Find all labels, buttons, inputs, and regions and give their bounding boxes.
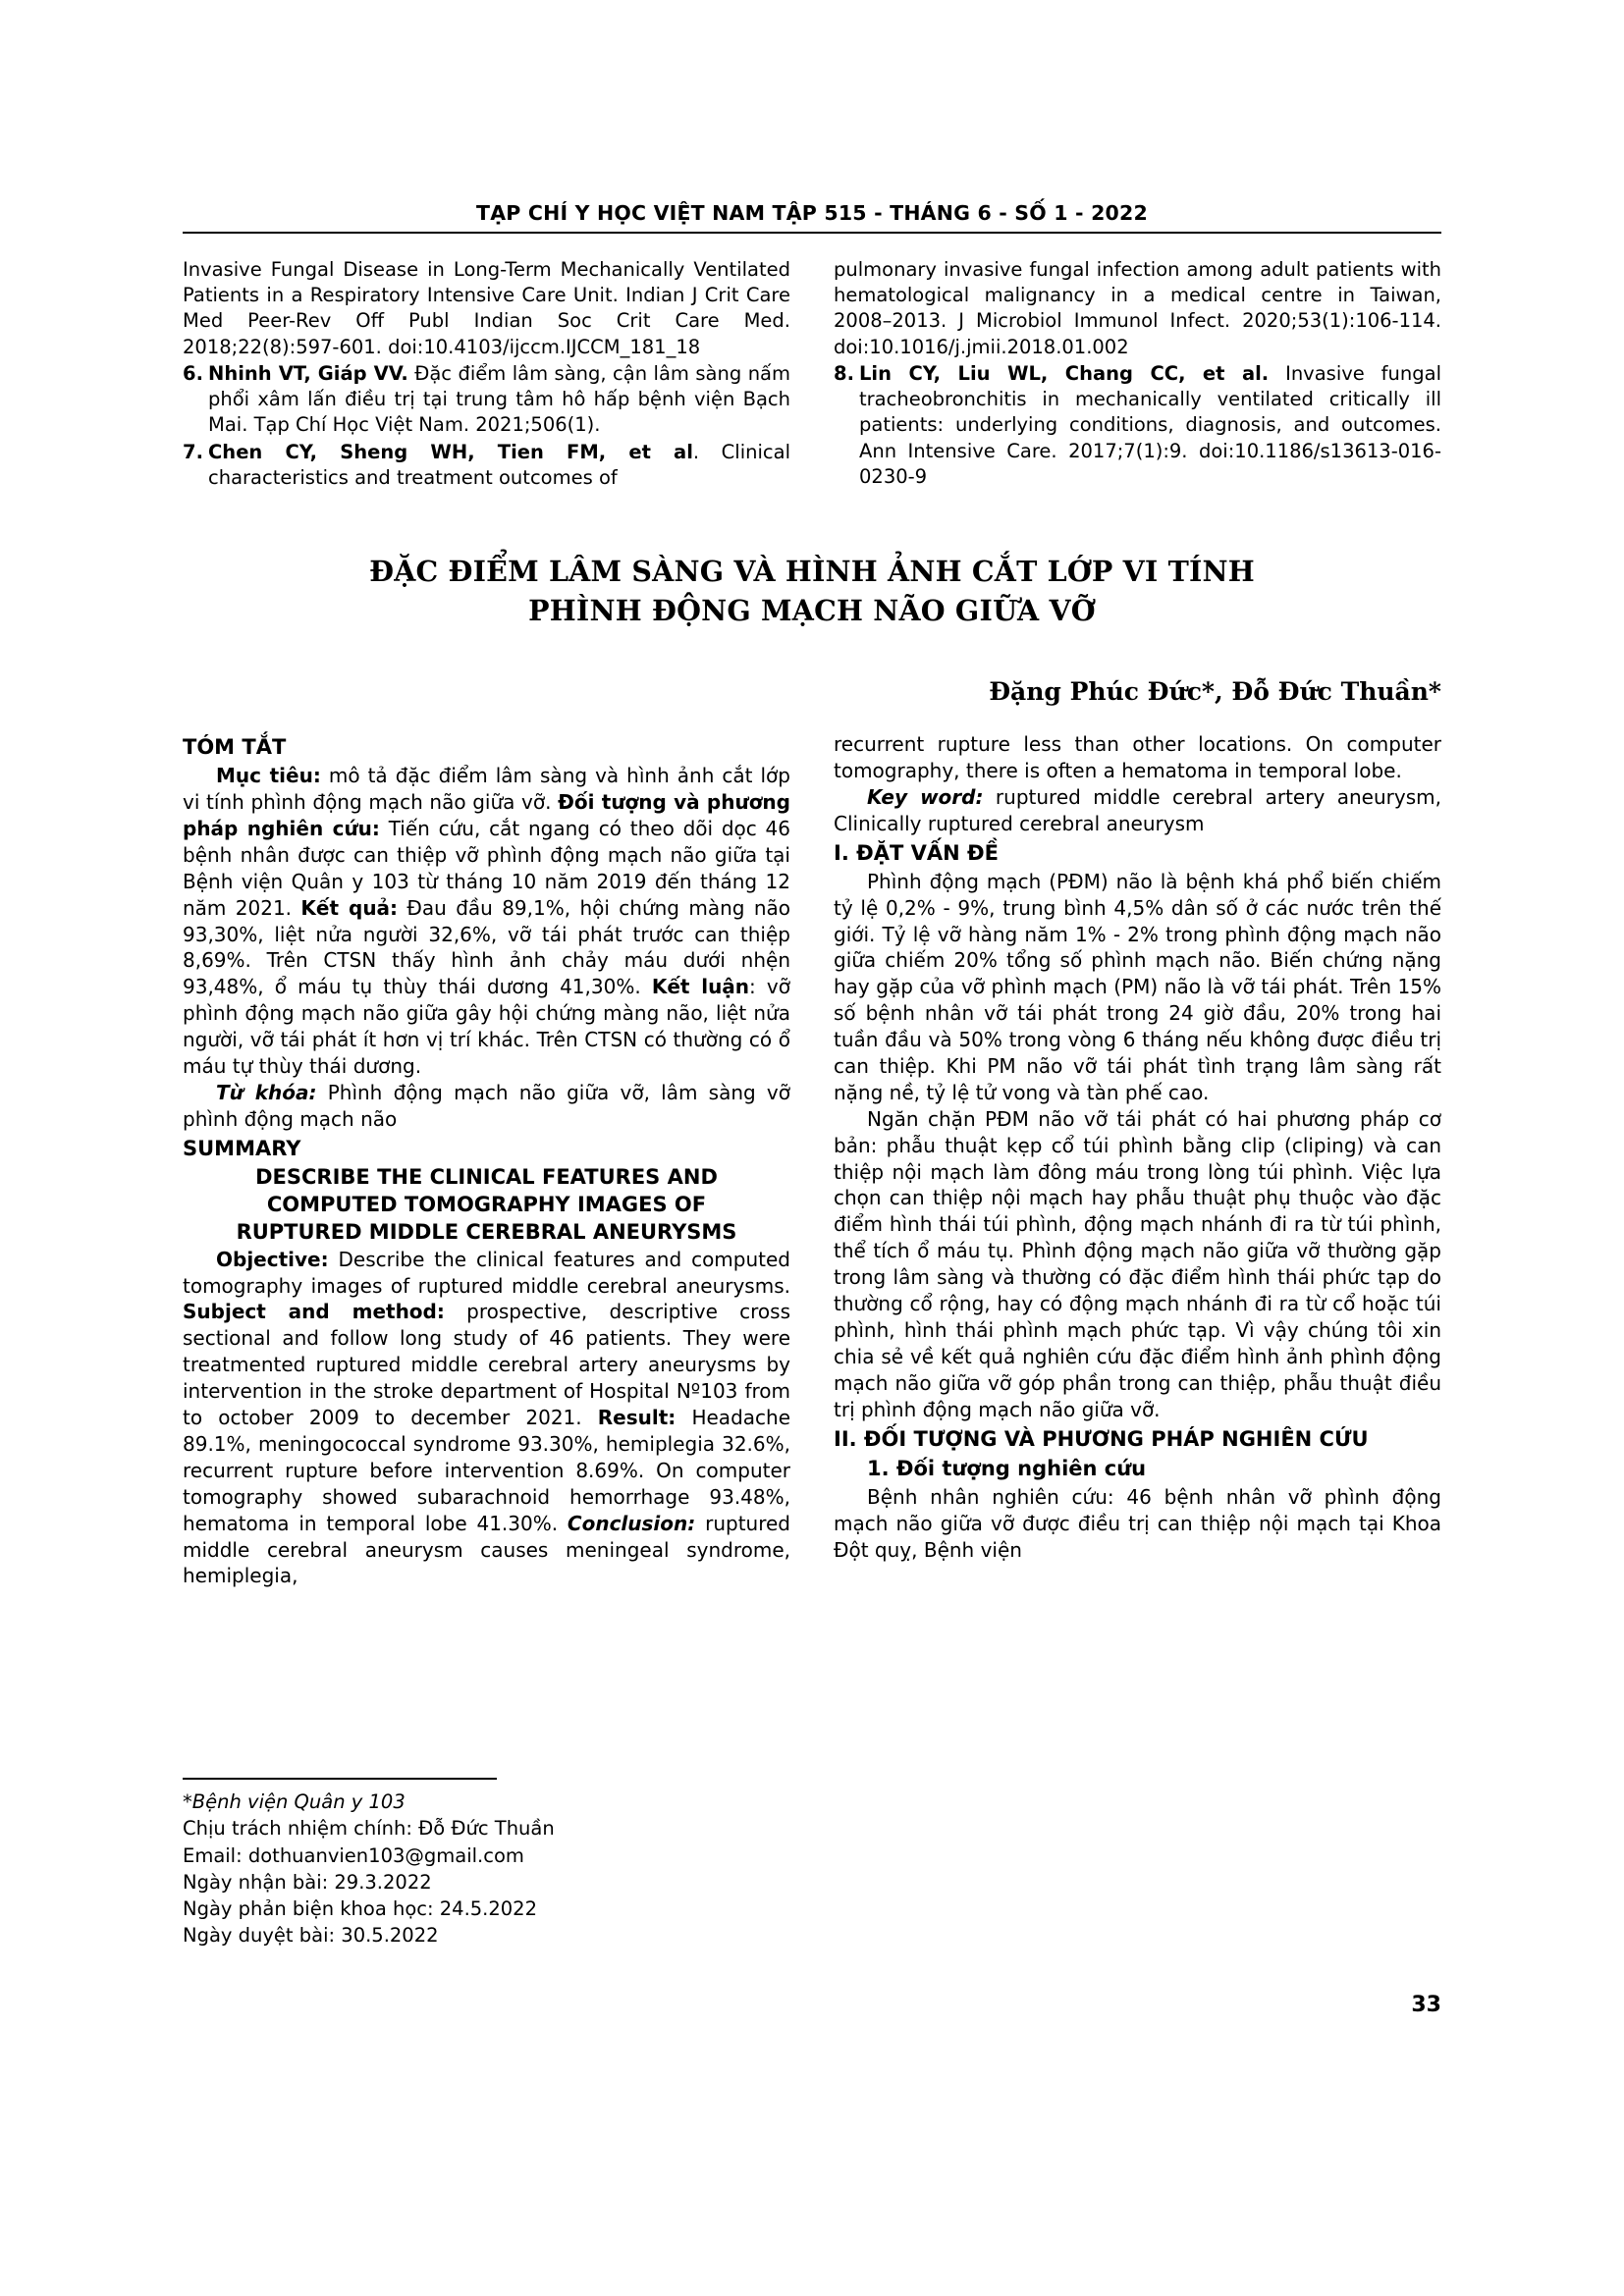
label-result: Result: [597,1406,677,1430]
article-title-line-1: ĐẶC ĐIỂM LÂM SÀNG VÀ HÌNH ẢNH CẮT LỚP VI TÍNH [369,555,1255,588]
reference-rest: . Clinical characteristics and treatment outcomes of [208,440,790,489]
reference-number: 8. [834,361,854,385]
label-key-word: Key word: [867,784,984,809]
label-muc-tieu: Mục tiêu: [216,764,321,788]
references-left-column [183,257,790,491]
body-left-column [183,731,790,1589]
footnote-divider [183,1778,497,1780]
body-right-column [834,731,1441,1564]
footnote-affiliation: *Bệnh viện Quân y 103 [183,1790,406,1813]
section-1-heading: I. ĐẶT VẤN ĐỀ [834,840,999,865]
reference-authors: Chen CY, Sheng WH, Tien FM, et al [208,440,693,463]
abstract-en-body [183,1247,790,1590]
reference-number: 7. [183,440,203,463]
page-number: 33 [1411,1993,1441,2017]
running-head: TẠP CHÍ Y HỌC VIỆT NAM TẬP 515 - THÁNG 6 - SỐ 1 - 2022 [476,201,1148,225]
article-title-line-2: PHÌNH ĐỘNG MẠCH NÃO GIỮA VỠ [528,594,1096,628]
abstract-vi-heading: TÓM TẮT [183,735,287,759]
reference-rest: Đặc điểm lâm sàng, cận lâm sàng nấm phổi xâm lấn điều trị tại trung tâm hô hấp bệnh viện Bạch Mai. Tạp Chí Học Việt Nam. 2021;506(1). [208,361,790,437]
text-tu-khoa: Phình động mạch não giữa vỡ, lâm sàng vỡ phình động mạch não [183,1080,790,1131]
abstract-en-continuation: recurrent rupture less than other locations. On computer tomography, there is often a hematoma in temporal lobe. [834,732,1441,782]
text-doi-tuong: Tiến cứu, cắt ngang có theo dõi dọc 46 bệnh nhân được can thiệp vỡ phình động mạch não giữa tại Bệnh viện Quân y 103 từ tháng 10 năm 2019 đến tháng 12 năm 2021. [183,817,791,920]
reference-text [208,361,790,439]
reference-authors: Lin CY, Liu WL, Chang CC, et al. [859,361,1270,385]
reference-item [183,361,790,439]
references-block [183,257,1441,491]
keywords-en [834,784,1441,837]
text-objective: Describe the clinical features and computed tomography images of ruptured middle cerebral aneurysms. [183,1247,790,1298]
footnote-received-date: Ngày nhận bài: 29.3.2022 [183,1870,432,1894]
label-ket-luan: Kết luận [651,975,750,999]
reference-text [208,440,790,491]
abstract-en-title [183,1164,790,1247]
reference-authors: Nhinh VT, Giáp VV. [208,361,408,385]
text-ket-qua: Đau đầu 89,1%, hội chứng màng não 93,30%, liệt nửa người 32,6%, vỡ tái phát trước can thiệp 8,69%. Trên CTSN thấy hình ảnh chảy máu dưới nhện 93,48%, ổ máu tụ thùy thái dương 41,30%. [183,895,790,999]
label-subject-method: Subject and method: [183,1300,445,1324]
text-muc-tieu: mô tả đặc điểm lâm sàng và hình ảnh cắt lớp vi tính phình động mạch não giữa vỡ. [183,764,790,815]
section-1-paragraph-2: Ngăn chặn PĐM não vỡ tái phát có hai phương pháp cơ bản: phẫu thuật kẹp cổ túi phình bằng clip (cliping) và can thiệp nội mạch làm đông máu trong lòng túi phình. Việc lựa chọn can thiệp nội mạch hay phẫu thuật phụ thuộc vào đặc điểm hình thái túi phình, động mạch nhánh đi ra từ túi phình, thể tích ổ máu tụ. Phình động mạch não giữa vỡ thường gặp trong lâm sàng và thường có đặc điểm hình thái phức tạp do thường cổ rộng, hay có động mạch nhánh đi ra từ cổ hoặc túi phình, hình thái phình mạch phức tạp. Vì vậy chúng tôi xin chia sẻ về kết quả nghiên cứu đặc điểm hình ảnh phình động mạch não giữa vỡ góp phần trong can thiệp, phẫu thuật điều trị phình động mạch não giữa vỡ. [834,1106,1441,1421]
abstract-en-title-line-2: COMPUTED TOMOGRAPHY IMAGES OF [266,1192,707,1216]
text-conclusion: ruptured middle cerebral aneurysm causes meningeal syndrome, hemiplegia, [183,1511,790,1588]
label-doi-tuong: Đối tượng và phương pháp nghiên cứu: [183,790,790,841]
article-title [183,552,1441,631]
footnote-block [183,1789,790,1949]
section-2-subheading: 1. Đối tượng nghiên cứu [867,1456,1147,1480]
label-conclusion: Conclusion: [567,1511,696,1535]
footnote-approved-date: Ngày duyệt bài: 30.5.2022 [183,1924,439,1948]
reference-number: 6. [183,361,203,385]
footnote-responsible: Chịu trách nhiệm chính: Đỗ Đức Thuần [183,1817,555,1841]
section-2-paragraph-1: Bệnh nhân nghiên cứu: 46 bệnh nhân vỡ phình động mạch não giữa vỡ được điều trị can thiệp nội mạch tại Khoa Đột quỵ, Bệnh viện [834,1484,1441,1562]
reference-item [183,440,790,491]
text-ket-luan: : vỡ phình động mạch não giữa gây hội chứng màng não, liệt nửa người, vỡ tái phát ít hơn vị trí khác. Trên CTSN có thường có ổ máu tự thùy thái dương. [183,975,790,1079]
text-result: Headache 89.1%, meningococcal syndrome 93.30%, hemiplegia 32.6%, recurrent rupture before intervention 8.69%. On computer tomography showed subarachnoid hemorrhage 93.48%, hematoma in temporal lobe 41.30%. [183,1406,790,1535]
abstract-en-heading: SUMMARY [183,1136,301,1160]
label-tu-khoa: Từ khóa: [216,1080,317,1104]
reference-continuation-left: Invasive Fungal Disease in Long-Term Mechanically Ventilated Patients in a Respiratory Intensive Care Unit. Indian J Crit Care Med Peer-Rev Off Publ Indian Soc Crit Care Med. 2018;22(8):597-601. doi:10.4103/ijccm.IJCCM_181_18 [183,258,790,358]
footnote-review-date: Ngày phản biện khoa học: 24.5.2022 [183,1897,537,1921]
footnote-email: Email: dothuanvien103@gmail.com [183,1843,524,1867]
reference-text [859,361,1441,490]
abstract-en-title-line-3: RUPTURED MIDDLE CEREBRAL ANEURYSMS [236,1219,737,1244]
reference-rest: Invasive fungal tracheobronchitis in mechanically ventilated critically ill patients: underlying conditions, diagnosis, and outcomes. Ann Intensive Care. 2017;7(1):9. doi:10.1186/s13613-016-0230-9 [859,361,1441,488]
label-objective: Objective: [216,1247,329,1271]
text-key-word: ruptured middle cerebral artery aneurysm, Clinically ruptured cerebral aneurysm [834,784,1441,835]
text-subject-method: prospective, descriptive cross sectional and follow long study of 46 patients. They were treatmented ruptured middle cerebral artery aneurysms by intervention in the stroke department of Hospital Nº103 from to october 2009 to december 2021. [183,1300,791,1430]
reference-item [834,361,1441,490]
section-1-paragraph-1: Phình động mạch (PĐM) não là bệnh khá phổ biến chiếm tỷ lệ 0,2% - 9%, trung bình 4,5% dân số ở các nước trên thế giới. Tỷ lệ vỡ hàng năm 1% - 2% trong phình động mạch não giữa chiếm 20% tổng số phình mạch não. Biến chứng nặng hay gặp của vỡ phình mạch (PM) não là vỡ tái phát. Trên 15% số bệnh nhân vỡ tái phát trong 24 giờ đầu, 20% trong hai tuần đầu và 50% trong vòng 6 tháng nếu không được điều trị can thiệp. Khi PM não vỡ tái phát tình trạng lâm sàng rất nặng nề, tỷ lệ tử vong và tàn phế cao. [834,869,1441,1104]
article-authors: Đặng Phúc Đức*, Đỗ Đức Thuần* [989,677,1441,706]
reference-continuation-right: pulmonary invasive fungal infection among adult patients with hematological malignancy in a medical centre in Taiwan, 2008–2013. J Microbiol Immunol Infect. 2020;53(1):106-114. doi:10.1016/j.jmii.2018.01.002 [834,258,1441,358]
header-divider [183,232,1441,234]
references-right-column [834,257,1441,491]
label-ket-qua: Kết quả: [300,895,399,920]
abstract-vi-body [183,763,790,1080]
keywords-vi [183,1080,790,1133]
section-2-heading: II. ĐỐI TƯỢNG VÀ PHƯƠNG PHÁP NGHIÊN CỨU [834,1426,1369,1451]
abstract-en-title-line-1: DESCRIBE THE CLINICAL FEATURES AND [255,1164,718,1189]
